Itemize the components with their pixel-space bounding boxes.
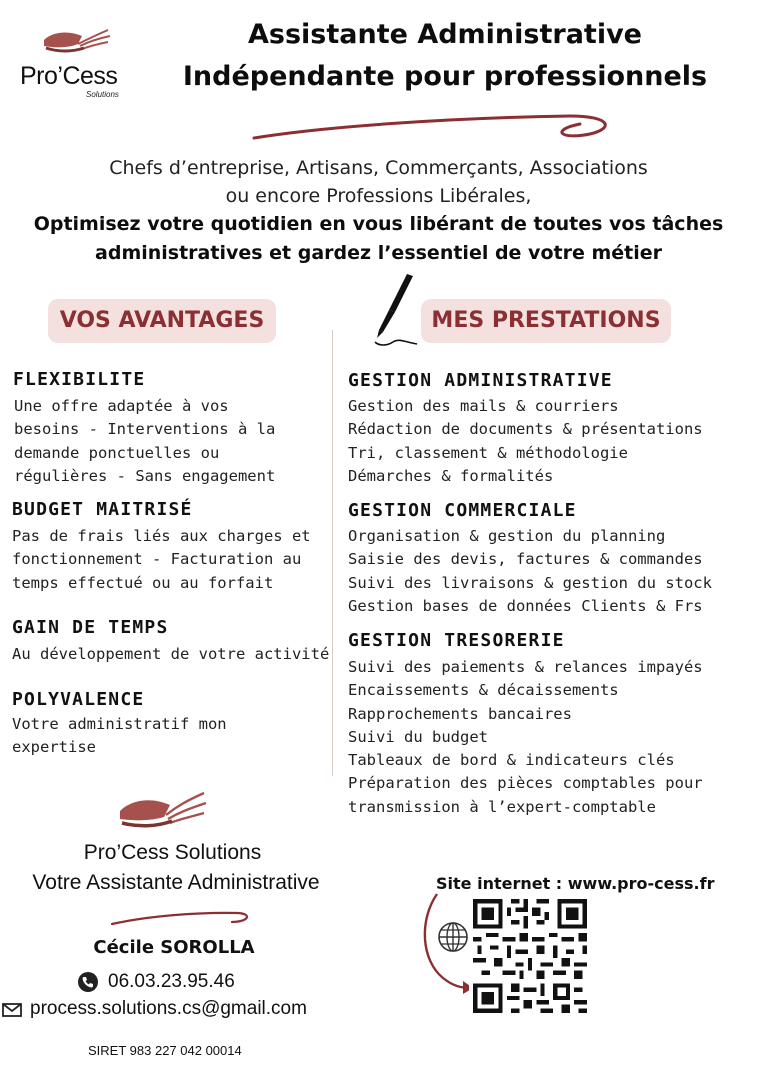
contact-person: Cécile SOROLLA — [93, 937, 255, 958]
website-link[interactable]: Site internet : www.pro-cess.fr — [436, 874, 715, 893]
intro-line-4: administratives et gardez l’essentiel de votre métier — [95, 242, 662, 264]
text-line: Démarches & formalités — [348, 466, 554, 485]
logo-name: Pro’Cess — [20, 62, 118, 90]
email-link[interactable]: process.solutions.cs@gmail.com — [30, 998, 307, 1019]
text-line: transmission à l’expert-comptable — [348, 797, 656, 816]
text-line: Suivi des paiements & relances impayés — [348, 658, 703, 676]
qr-code-icon[interactable] — [469, 895, 591, 1017]
text-line: Préparation des pièces comptables pour — [348, 774, 703, 793]
siret-number: SIRET 983 227 042 00014 — [88, 1043, 242, 1058]
text-line: temps effectué ou au forfait — [12, 573, 274, 592]
avantage-title: GAIN DE TEMPS — [12, 617, 169, 638]
intro-line-1: Chefs d’entreprise, Artisans, Commerçants, Associations — [109, 157, 648, 179]
text-line: besoins - Interventions à la — [14, 420, 276, 439]
company-name: Pro’Cess Solutions — [83, 841, 262, 864]
text-line: Organisation & gestion du planning — [348, 527, 666, 545]
prestation-title: GESTION ADMINISTRATIVE — [348, 370, 613, 391]
footer-swoosh-icon — [108, 908, 253, 928]
text-line: Gestion des mails & courriers — [348, 397, 619, 415]
intro-line-2: ou encore Professions Libérales, — [225, 185, 532, 207]
phone-icon — [77, 971, 99, 993]
text-line: Une offre adaptée à vos — [14, 397, 229, 415]
text-line: Pas de frais liés aux charges et — [12, 527, 311, 545]
column-divider — [332, 330, 333, 776]
avantage-title: BUDGET MAITRISÉ — [12, 499, 193, 520]
page-title — [150, 14, 740, 98]
prestation-text — [348, 525, 753, 618]
avantage-text — [12, 713, 330, 760]
text-line: Au développement de votre activité — [12, 645, 330, 663]
swoosh-underline-icon — [250, 108, 615, 144]
title-line-1: Assistante Administrative — [247, 19, 642, 50]
text-line: Tri, classement & méthodologie — [348, 443, 628, 462]
text-line: régulières - Sans engagement — [14, 466, 276, 485]
avantage-title: POLYVALENCE — [12, 689, 145, 710]
prestation-text — [348, 656, 753, 819]
text-line: Gestion bases de données Clients & Frs — [348, 596, 703, 615]
prestations-label: MES PRESTATIONS — [421, 299, 671, 343]
logo-subtitle: Solutions — [86, 90, 119, 99]
text-line: Votre administratif mon — [12, 715, 227, 733]
text-line: Tableaux de bord & indicateurs clés — [348, 751, 675, 770]
text-line: Encaissements & décaissements — [348, 681, 619, 700]
avantage-text — [14, 395, 332, 488]
avantage-text — [12, 525, 330, 595]
text-line: Saisie des devis, factures & commandes — [348, 550, 703, 569]
prestation-title: GESTION COMMERCIALE — [348, 500, 577, 521]
fountain-pen-icon — [365, 272, 421, 352]
prestation-title: GESTION TRESORERIE — [348, 630, 565, 651]
avantage-text — [12, 643, 330, 666]
intro-line-3: Optimisez votre quotidien en vous libérant de toutes vos tâches — [33, 213, 724, 235]
company-tagline: Votre Assistante Administrative — [32, 871, 320, 894]
text-line: Suivi des livraisons & gestion du stock — [348, 573, 712, 592]
text-line: Suivi du budget — [348, 727, 488, 746]
text-line: expertise — [12, 738, 96, 757]
logo-feather-icon — [38, 26, 114, 56]
title-line-2: Indépendante pour professionnels — [182, 61, 708, 92]
phone-number[interactable]: 06.03.23.95.46 — [108, 971, 235, 992]
avantages-label: VOS AVANTAGES — [48, 299, 276, 343]
text-line: demande ponctuelles ou — [14, 443, 220, 462]
prestation-text — [348, 395, 753, 488]
footer-feather-logo-icon — [112, 785, 212, 837]
globe-icon — [437, 921, 469, 953]
text-line: fonctionnement - Facturation au — [12, 550, 302, 569]
text-line: Rédaction de documents & présentations — [348, 420, 703, 439]
text-line: Rapprochements bancaires — [348, 704, 572, 723]
avantage-title: FLEXIBILITE — [13, 369, 146, 390]
envelope-icon — [2, 1003, 22, 1017]
